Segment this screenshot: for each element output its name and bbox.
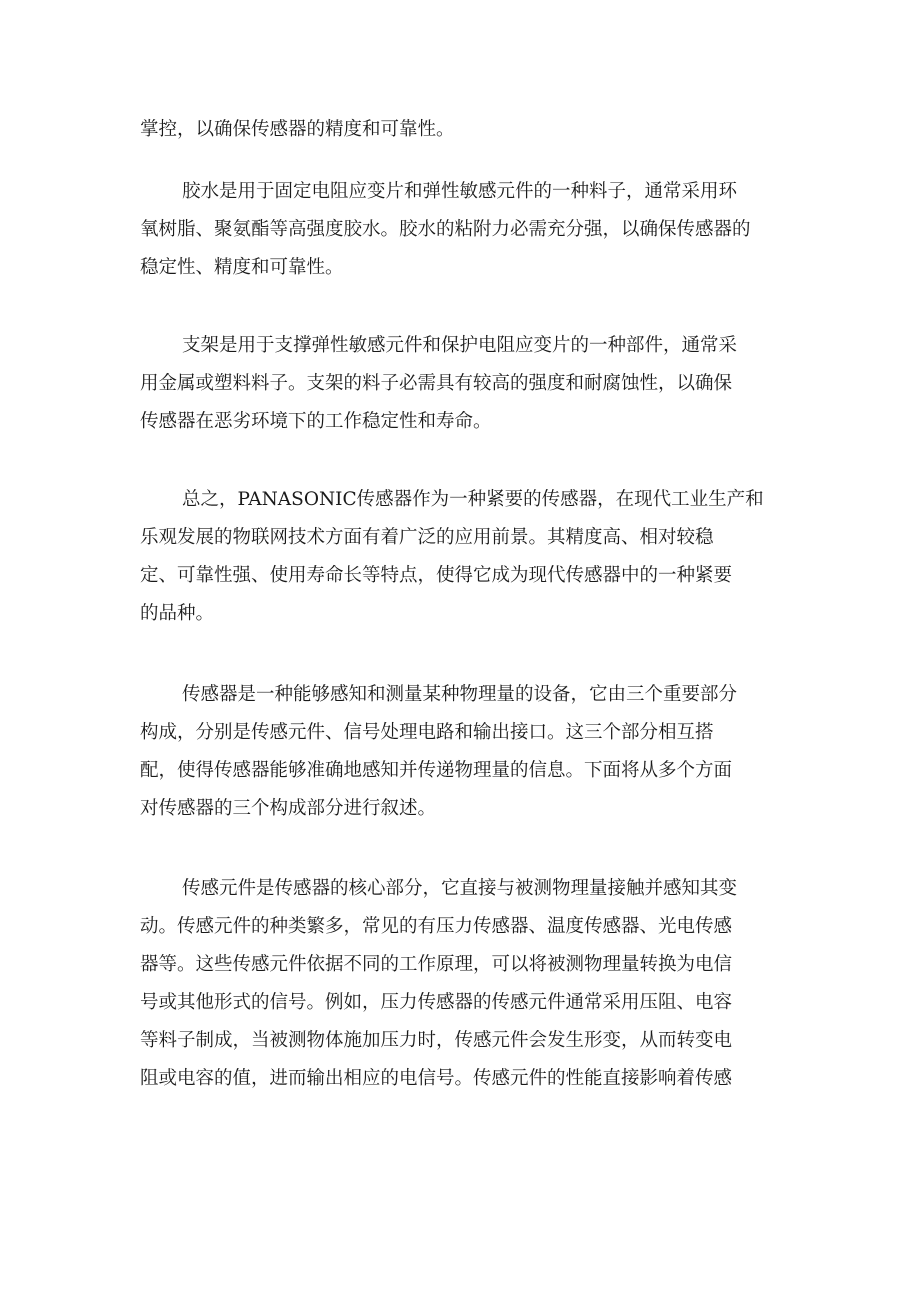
paragraph-line: 用金属或塑料料子。支架的料子必需具有较高的强度和耐腐蚀性，以确保 bbox=[140, 373, 733, 394]
paragraph-line: 传感元件是传感器的核心部分，它直接与被测物理量接触并感知其变 bbox=[182, 878, 738, 899]
paragraph-line: 稳定性、精度和可靠性。 bbox=[140, 257, 344, 278]
paragraph-line: 构成，分别是传感元件、信号处理电路和输出接口。这三个部分相互搭 bbox=[140, 722, 714, 743]
paragraph-line: 氧树脂、聚氨酯等高强度胶水。胶水的粘附力必需充分强，以确保传感器的 bbox=[140, 219, 751, 240]
paragraph-line: 总之，PANASONIC传感器作为一种紧要的传感器，在现代工业生产和 bbox=[182, 489, 764, 510]
paragraph-line: 配，使得传感器能够准确地感知并传递物理量的信息。下面将从多个方面 bbox=[140, 760, 733, 781]
paragraph-line: 号或其他形式的信号。例如，压力传感器的传感元件通常采用压阻、电容 bbox=[140, 992, 733, 1013]
paragraph-line: 传感器在恶劣环境下的工作稳定性和寿命。 bbox=[140, 411, 492, 432]
paragraph-line: 支架是用于支撑弹性敏感元件和保护电阻应变片的一种部件，通常采 bbox=[182, 335, 738, 356]
paragraph-line: 器等。这些传感元件依据不同的工作原理，可以将被测物理量转换为电信 bbox=[140, 954, 733, 975]
paragraph-line: 对传感器的三个构成部分进行叙述。 bbox=[140, 798, 437, 819]
paragraph-line: 动。传感元件的种类繁多，常见的有压力传感器、温度传感器、光电传感 bbox=[140, 916, 733, 937]
paragraph-line: 定、可靠性强、使用寿命长等特点，使得它成为现代传感器中的一种紧要 bbox=[140, 565, 733, 586]
paragraph-line: 掌控，以确保传感器的精度和可靠性。 bbox=[140, 119, 455, 140]
paragraph-line: 传感器是一种能够感知和测量某种物理量的设备，它由三个重要部分 bbox=[182, 684, 738, 705]
paragraph-line: 等料子制成，当被测物体施加压力时，传感元件会发生形变，从而转变电 bbox=[140, 1030, 733, 1051]
paragraph-line: 胶水是用于固定电阻应变片和弹性敏感元件的一种料子，通常采用环 bbox=[182, 181, 738, 202]
paragraph-line: 乐观发展的物联网技术方面有着广泛的应用前景。其精度高、相对较稳 bbox=[140, 527, 714, 548]
paragraph-line: 阻或电容的值，进而输出相应的电信号。传感元件的性能直接影响着传感 bbox=[140, 1068, 733, 1089]
paragraph-line: 的品种。 bbox=[140, 603, 215, 624]
